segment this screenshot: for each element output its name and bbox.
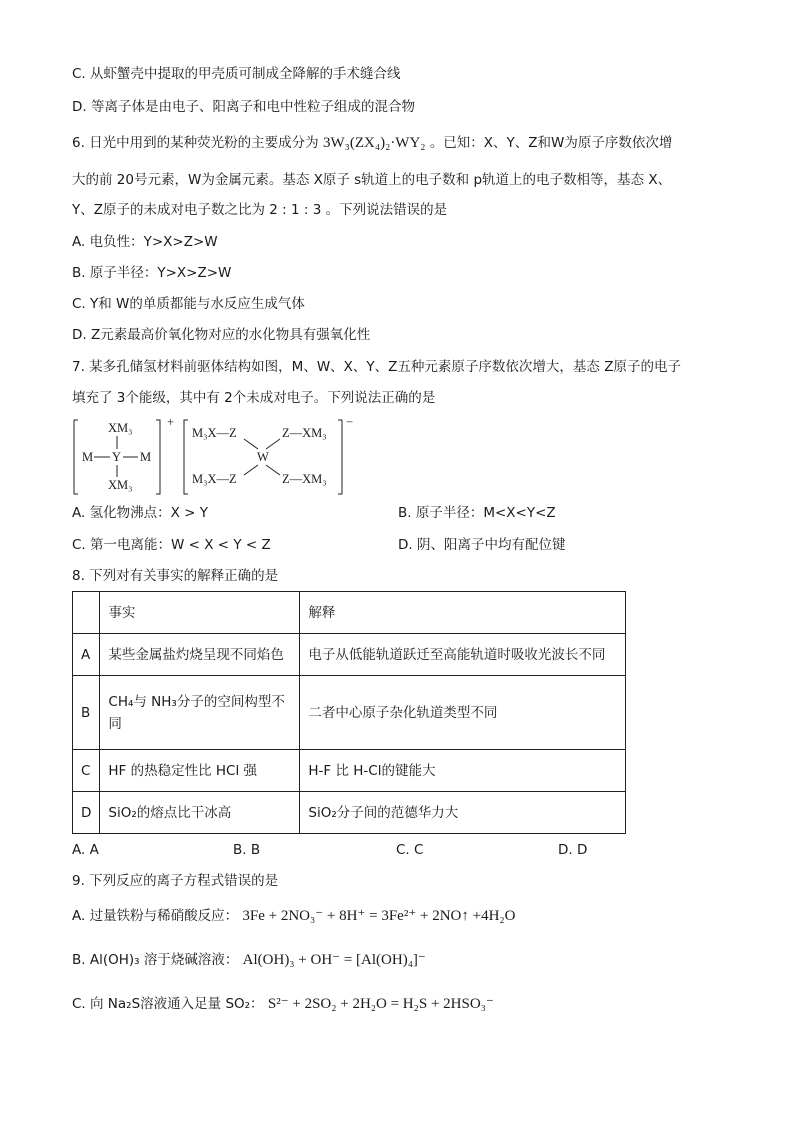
- q9-option-a: [72, 906, 515, 926]
- q5-option-c: C. 从虾蟹壳中提取的甲壳质可制成全降解的手术缝合线: [72, 66, 401, 82]
- q8-option-c: C. C: [396, 842, 424, 858]
- q6-stem-pre: 6. 日光中用到的某种荧光粉的主要成分为: [72, 135, 319, 151]
- q5-option-d: D. 等离子体是由电子、阳离子和电中性粒子组成的混合物: [72, 99, 415, 115]
- q6-stem-post: 。已知：X、Y、Z和W为原子序数依次增: [429, 135, 673, 151]
- anion-lower-left: M₃X—Z: [192, 472, 237, 486]
- q6-option-a: A. 电负性：Y>X>Z>W: [72, 234, 218, 250]
- q9-option-b-equation: Al(OH)₃ + OH⁻ = [Al(OH)₄]⁻: [242, 952, 426, 968]
- header-cell-reason: 解释: [300, 592, 626, 634]
- q7-stem-line2: 填充了 3个能级，其中有 2个未成对电子。下列说法正确的是: [72, 390, 436, 406]
- q7-option-b: B. 原子半径：M<X<Y<Z: [398, 505, 556, 521]
- q6-option-b: B. 原子半径：Y>X>Z>W: [72, 265, 232, 281]
- q8-option-d: D. D: [558, 842, 588, 858]
- row-reason: SiO₂分子间的范德华力大: [300, 792, 626, 834]
- q8-option-a: A. A: [72, 842, 99, 858]
- table-row: [73, 750, 626, 792]
- row-fact: 某些金属盐灼烧呈现不同焰色: [100, 634, 300, 676]
- row-fact-line2: 同: [108, 715, 122, 732]
- q6-stem-line3: Y、Z原子的未成对电子数之比为 2 : 1 : 3 。下列说法错误的是: [72, 202, 448, 218]
- q7-stem-line1: 7. 某多孔储氢材料前驱体结构如图，M、W、X、Y、Z五种元素原子序数依次增大，基态 Z原子的电子: [72, 359, 681, 375]
- q9-option-a-text: A. 过量铁粉与稀硝酸反应：: [72, 908, 239, 924]
- q9-stem: 9. 下列反应的离子方程式错误的是: [72, 873, 279, 889]
- cation-left: M: [82, 450, 94, 464]
- cation-bottom: XM₃: [108, 478, 133, 492]
- anion-lower-right: Z—XM₃: [282, 472, 327, 486]
- cation-center: Y: [112, 450, 122, 464]
- anion-center: W: [257, 450, 269, 464]
- cation-top: XM₃: [108, 421, 133, 435]
- row-label: C: [73, 750, 100, 792]
- row-fact: SiO₂的熔点比干冰高: [100, 792, 300, 834]
- q7-option-a: A. 氢化物沸点：X > Y: [72, 505, 208, 521]
- q6-stem-line1: [72, 133, 672, 153]
- header-cell-label: [73, 592, 100, 634]
- q8-option-b: B. B: [233, 842, 261, 858]
- table-row: [73, 792, 626, 834]
- header-cell-fact: 事实: [100, 592, 300, 634]
- row-fact-line1: CH₄与 NH₃分子的空间构型不: [108, 693, 285, 710]
- row-label: A: [73, 634, 100, 676]
- row-reason: 二者中心原子杂化轨道类型不同: [300, 676, 626, 750]
- q7-option-c: C. 第一电离能：W < X < Y < Z: [72, 537, 271, 553]
- cation-right: M: [140, 450, 152, 464]
- row-fact: HF 的热稳定性比 HCl 强: [100, 750, 300, 792]
- q9-option-c-equation: S²⁻ + 2SO₂ + 2H₂O = H₂S + 2HSO₃⁻: [267, 996, 494, 1012]
- row-reason: 电子从低能轨道跃迁至高能轨道时吸收光波长不同: [300, 634, 626, 676]
- q7-option-d: D. 阴、阳离子中均有配位键: [398, 537, 566, 553]
- anion-upper-right: Z—XM₃: [282, 426, 327, 440]
- q8-table: [72, 591, 626, 834]
- row-label: D: [73, 792, 100, 834]
- q8-stem: 8. 下列对有关事实的解释正确的是: [72, 568, 279, 584]
- q7-structure-diagram: [72, 417, 372, 497]
- q9-option-c: [72, 994, 494, 1014]
- q6-option-d: D. Z元素最高价氧化物对应的水化物具有强氧化性: [72, 327, 371, 343]
- q9-option-b-text: B. Al(OH)₃ 溶于烧碱溶液：: [72, 952, 239, 968]
- q6-formula: 3W₃(ZX₄)₂·WY₂: [322, 135, 426, 151]
- q9-option-b: [72, 950, 426, 970]
- q9-option-c-text: C. 向 Na₂S溶液通入足量 SO₂：: [72, 996, 264, 1012]
- q9-option-a-equation: 3Fe + 2NO₃⁻ + 8H⁺ = 3Fe²⁺ + 2NO↑ +4H₂O: [242, 908, 516, 924]
- cation-charge: +: [167, 417, 175, 429]
- row-fact: [100, 676, 300, 750]
- table-row: [73, 634, 626, 676]
- q6-option-c: C. Y和 W的单质都能与水反应生成气体: [72, 296, 305, 312]
- anion-charge: −: [346, 417, 354, 429]
- row-label: B: [73, 676, 100, 750]
- table-header-row: [73, 592, 626, 634]
- q6-stem-line2: 大的前 20号元素，W为金属元素。基态 X原子 s轨道上的电子数和 p轨道上的电子数相等，基态 X、: [72, 172, 672, 188]
- row-reason: H-F 比 H-Cl的键能大: [300, 750, 626, 792]
- anion-upper-left: M₃X—Z: [192, 426, 237, 440]
- table-row: [73, 676, 626, 750]
